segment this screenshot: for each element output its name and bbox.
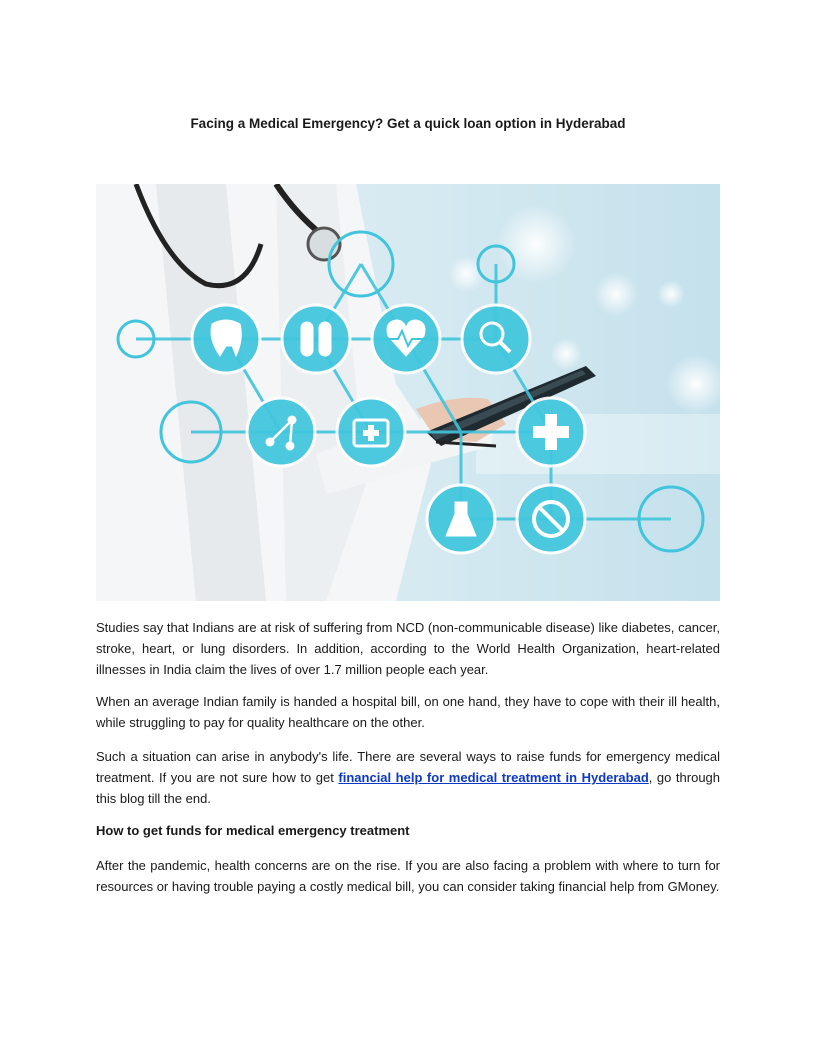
paragraph-3-text-before: Such a situation can arise in anybody's life. There are several ways to raise funds for emergency medical treatment. If you are not sure how to get bbox=[96, 749, 720, 785]
section-heading-funds: How to get funds for medical emergency treatment bbox=[96, 823, 410, 838]
paragraph-raise-funds bbox=[96, 746, 720, 809]
paragraph-hospital-bill: When an average Indian family is handed a hospital bill, on one hand, they have to cope with their ill health, while struggling to pay for quality healthcare on the other. bbox=[96, 694, 720, 730]
hero-image bbox=[96, 184, 720, 601]
paragraph-3-text-after: , go through this blog till the end. bbox=[96, 770, 721, 806]
article-title: Facing a Medical Emergency? Get a quick loan option in Hyderabad bbox=[190, 116, 626, 131]
paragraph-ncd-risk: Studies say that Indians are at risk of suffering from NCD (non-communicable disease) like diabetes, cancer, stroke, heart, or lung disorders. In addition, according to the World Health Organization, heart-related illnesses in India claim the lives of over 1.7 million people each year. bbox=[96, 620, 720, 677]
paragraph-pandemic: After the pandemic, health concerns are on the rise. If you are also facing a problem with where to turn for resources or having trouble paying a costly medical bill, you can consider taking financial help from GMoney. bbox=[96, 858, 720, 894]
financial-help-link[interactable]: financial help for medical treatment in Hyderabad bbox=[338, 770, 649, 785]
